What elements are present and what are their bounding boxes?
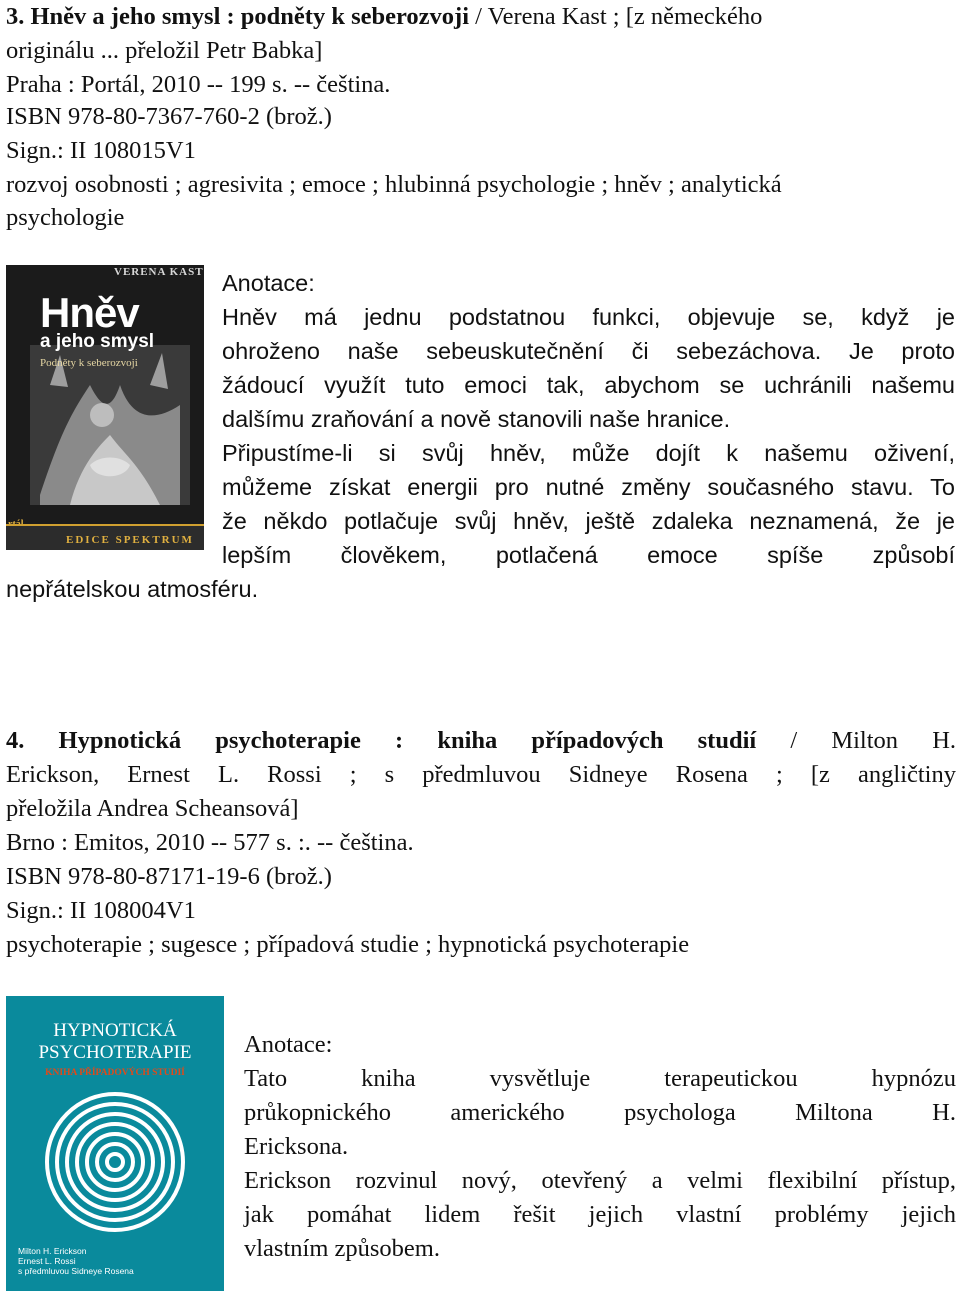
entry3-annotation-line: Připustíme-li si svůj hněv, může dojít k našemu oživení, <box>222 440 955 466</box>
entry3-title-line <box>6 0 762 34</box>
entry4-title: Hypnotická psychoterapie : kniha případových studií <box>58 727 757 754</box>
entry4-subjects: psychoterapie ; sugesce ; případová studie ; hypnotická psychoterapie <box>6 931 690 958</box>
entry3-annotation-line: můžeme získat energii pro nutné změny současného stavu. To <box>222 474 955 500</box>
entry3-annotation-line: žádoucí využít tuto emoci tak, abychom se uchránili našemu <box>222 372 955 398</box>
entry3-number: 3. <box>6 3 25 30</box>
entry4-annotation-label: Anotace: <box>244 1031 333 1058</box>
entry4-responsibility: Milton H. <box>831 727 957 754</box>
entry4-annotation-line: průkopnického amerického psychologa Miltona H. <box>244 1099 956 1126</box>
entry4-title-line <box>6 724 956 758</box>
entry3-annotation-label: Anotace: <box>222 270 315 296</box>
entry4-signature: Sign.: II 108004V1 <box>6 897 196 924</box>
entry4-annotation-line: Erickson rozvinul nový, otevřený a velmi flexibilní přístup, <box>244 1167 956 1194</box>
entry3-imprint: Praha : Portál, 2010 -- 199 s. -- čeština. <box>6 71 391 98</box>
entry4-separator: / <box>756 727 832 754</box>
cover-subtitle: KNIHA PŘÍPADOVÝCH STUDIÍ <box>45 1068 185 1078</box>
cover-edition: EDICE SPEKTRUM <box>66 534 194 546</box>
entry3-annotation-line: lepším člověkem, potlačená emoce spíše způsobí <box>222 542 955 568</box>
cover-illustration <box>30 345 190 505</box>
entry4-isbn: ISBN 978-80-87171-19-6 (brož.) <box>6 863 332 890</box>
entry3-responsibility-cont: originálu ... přeložil Petr Babka] <box>6 37 323 64</box>
cover-title: Hněv <box>40 289 139 336</box>
entry3-isbn: ISBN 978-80-7367-760-2 (brož.) <box>6 103 332 130</box>
entry3-annotation-tail: nepřátelskou atmosféru. <box>6 576 259 602</box>
entry3-subjects: rozvoj osobnosti ; agresivita ; emoce ; hlubinná psychologie ; hněv ; analytická <box>6 171 782 198</box>
cover-subtitle-2: Podněty k seberozvoji <box>40 357 138 369</box>
entry3-responsibility: / Verena Kast ; [z německého <box>469 3 763 30</box>
cover-author-1: Milton H. Erickson <box>18 1246 87 1256</box>
cover-author: VERENA KAST <box>114 266 204 278</box>
cover-foreword: s předmluvou Sidneye Rosena <box>18 1266 134 1276</box>
entry4-responsibility-cont: přeložila Andrea Scheansová] <box>6 795 299 822</box>
entry4-imprint: Brno : Emitos, 2010 -- 577 s. :. -- čeština. <box>6 829 414 856</box>
entry4-responsibility-cont: Erickson, Ernest L. Rossi ; s předmluvou Sidneye Rosena ; [z angličtiny <box>6 761 956 788</box>
entry3-title: Hněv a jeho smysl : podněty k seberozvoji <box>30 3 469 30</box>
entry4-annotation-line: Tato kniha vysvětluje terapeutickou hypnózu <box>244 1065 956 1092</box>
entry3-annotation-line: ohroženo naše sebeuskutečnění či sebezáchova. Je proto <box>222 338 955 364</box>
cover-title-line-2: PSYCHOTERAPIE <box>38 1042 192 1063</box>
entry4-number: 4. <box>6 727 25 754</box>
entry3-annotation-line: Hněv má jednu podstatnou funkci, objevuje se, když je <box>222 304 955 330</box>
cover-author-2: Ernest L. Rossi <box>18 1256 76 1266</box>
entry4-annotation-line: jak pomáhat lidem řešit jejich vlastní problémy jejich <box>244 1201 956 1228</box>
entry3-book-cover <box>6 265 204 550</box>
cover-subtitle: a jeho smysl <box>40 331 155 352</box>
entry4-annotation-line: vlastním způsobem. <box>244 1235 440 1262</box>
entry3-annotation-line: že někdo potlačuje svůj hněv, ještě zdaleka neznamená, že je <box>222 508 955 534</box>
cover-title-line-1: HYPNOTICKÁ <box>53 1020 177 1041</box>
entry3-subjects-cont: psychologie <box>6 204 125 231</box>
spiral-illustration <box>10 1086 220 1234</box>
entry3-signature: Sign.: II 108015V1 <box>6 137 196 164</box>
entry4-book-cover <box>6 996 224 1291</box>
entry3-annotation-line: dalšímu zraňování a nově stanovili naše hranice. <box>222 406 731 432</box>
entry4-annotation-line: Ericksona. <box>244 1133 349 1160</box>
